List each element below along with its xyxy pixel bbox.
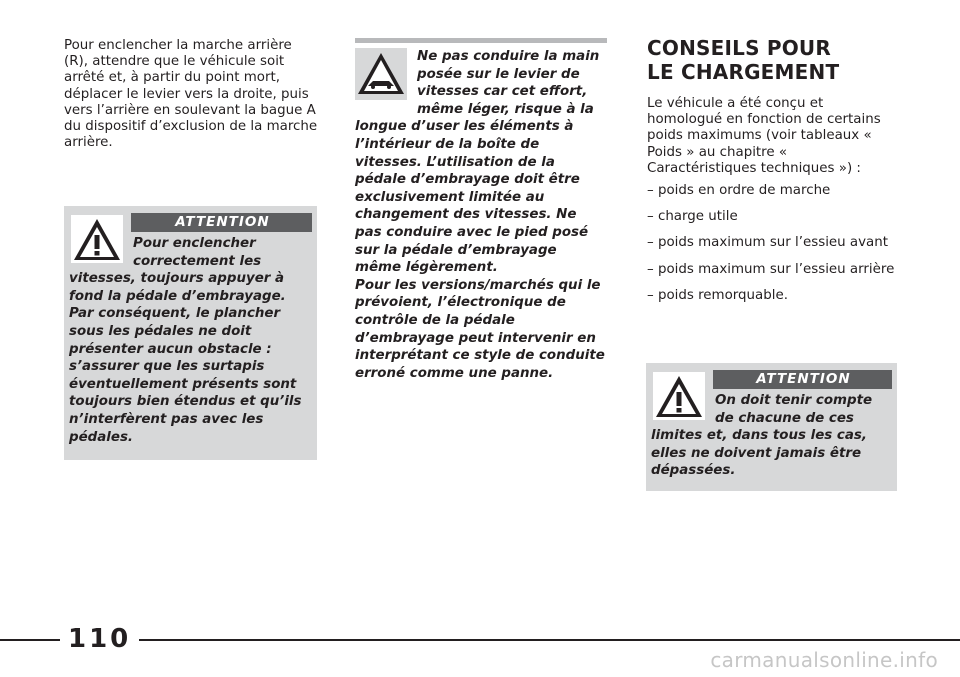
list-item: – charge utile	[647, 209, 738, 225]
warning-box-limits	[646, 363, 897, 491]
reverse-gear-paragraph: Pour enclencher la marche arrière (R), attendre que le véhicule soit arrêté et, à partir du point mort, déplacer le levier vers la droite, puis vers l’arrière en soulevant la bague A du dispositif d’exclusion de la marche arrière.	[64, 38, 318, 151]
column-divider-bar	[355, 38, 607, 43]
clutch-electronics-text: Pour les versions/marchés qui le prévoient, l’électronique de contrôle de la pédale d’embrayage peut intervenir en interprétant ce style de conduite erroné comme une panne.	[355, 277, 605, 381]
warning-triangle-icon	[71, 215, 123, 263]
section-title-line2: LE CHARGEMENT	[647, 60, 840, 84]
watermark: carmanualsonline.info	[710, 648, 938, 672]
page-number: 110	[60, 624, 139, 654]
attention-label: ATTENTION	[713, 370, 892, 389]
weights-list	[647, 183, 899, 304]
footer-rule	[0, 639, 960, 641]
column-left	[64, 36, 320, 151]
warning-gear-lever	[355, 48, 607, 382]
column-right	[647, 36, 899, 314]
warning-text: On doit tenir compte de chacune de ces limites et, dans tous les cas, elles ne doivent jamais être dépassées.	[651, 393, 873, 479]
gear-lever-warning-text: Ne pas conduire la main posée sur le levier de vitesses car cet effort, même léger, risque à la longue d’user les éléments à l’intérieur de la boîte de vitesses. L’utilisation de la pédale d’embrayage doit être exclusivement limitée au changement des vitesses. Ne pas conduire avec le pied posé sur la pédale d’embrayage même légèrement.	[355, 49, 600, 276]
list-item: – poids maximum sur l’essieu arrière	[647, 261, 895, 277]
list-item: – poids en ordre de marche	[647, 183, 831, 199]
warning-text: Pour enclencher correctement les vitesses, toujours appuyer à fond la pédale d’embrayage. Par conséquent, le plancher sous les pédales ne doit présenter aucun obstacle : s’assurer que les surtapis éventuellement présents sont toujours bien étendus et qu’ils n’interfèrent pas avec les pédales.	[69, 236, 302, 445]
loading-intro: Le véhicule a été conçu et homologué en fonction de certains poids maximums (voir tableaux « Poids » au chapitre « Caractéristiques techniques ») :	[647, 96, 881, 176]
list-item: – poids maximum sur l’essieu avant	[647, 235, 888, 251]
warning-triangle-icon	[653, 372, 705, 420]
section-title-line1: CONSEILS POUR	[647, 36, 831, 60]
attention-label: ATTENTION	[131, 213, 312, 232]
car-warning-triangle-icon	[355, 48, 407, 100]
list-item: – poids remorquable.	[647, 287, 788, 303]
section-title	[647, 36, 899, 84]
warning-box-pedals	[64, 206, 317, 460]
